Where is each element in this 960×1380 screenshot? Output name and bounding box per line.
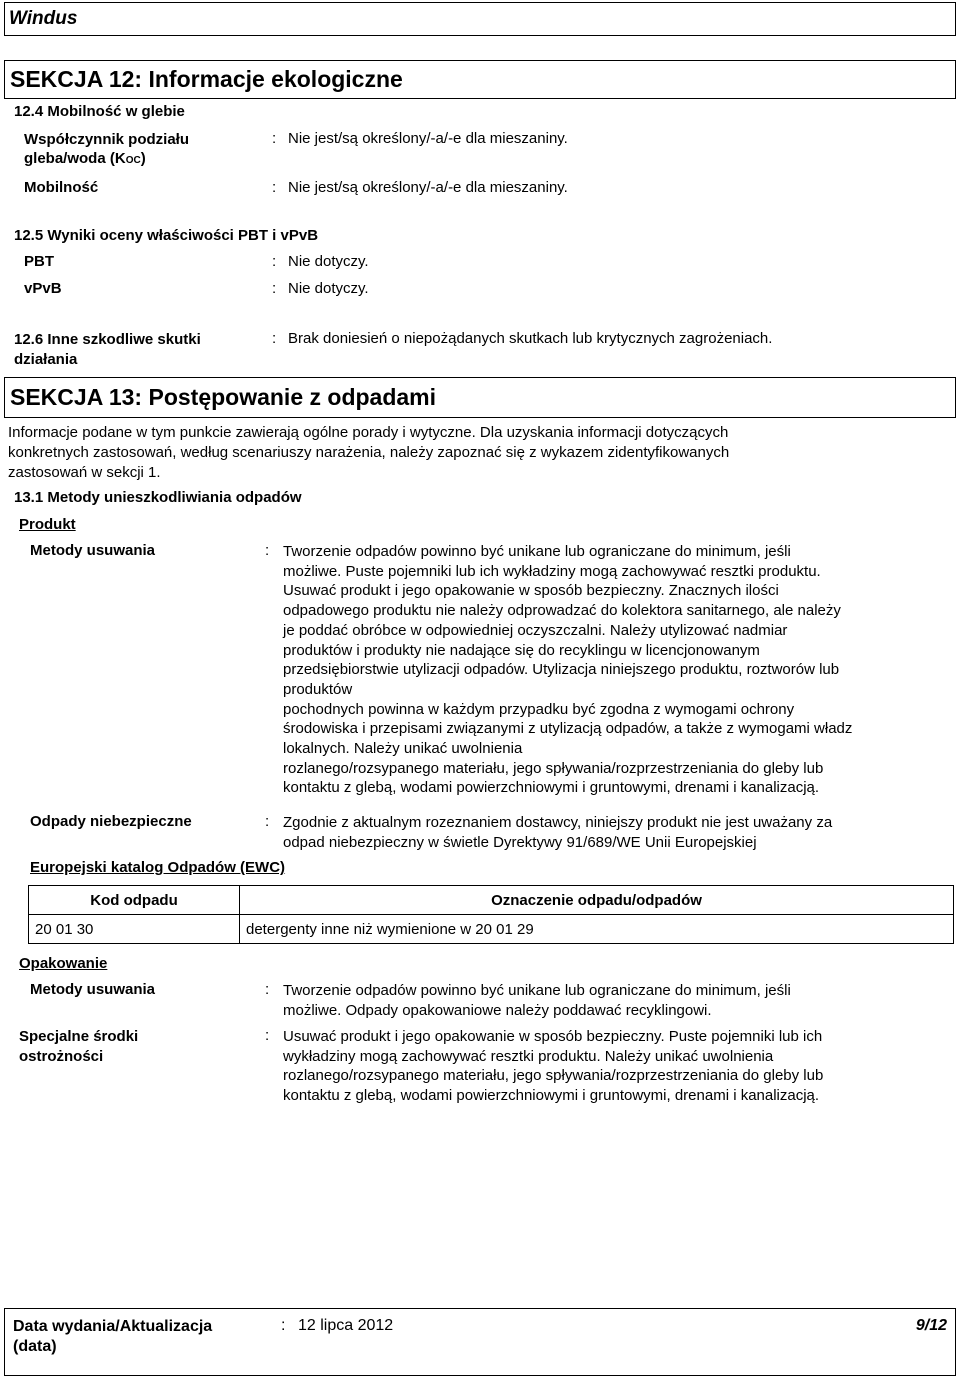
column-header-code: Kod odpadu [29,886,240,915]
cell-designation: detergenty inne niż wymienione w 20 01 29 [240,915,954,944]
disposal-methods-text [283,542,948,800]
mobility-value: Nie jest/są określony/-a/-e dla mieszaniny. [288,179,568,196]
colon: : [272,179,277,196]
intro-line: konkretnych zastosowań, według scenariuszy narażenia, należy zapoznać się z wykazem zidentyfikowanych [8,444,730,461]
colon: : [265,1027,270,1044]
text-line: odpadowego produktu nie należy odprowadzać do kolektora sanitarnego, ale należy [283,602,841,620]
page-number: 9/12 [915,1317,947,1334]
colon: : [272,280,277,297]
product-title: Windus [9,8,78,29]
colon: : [265,981,270,998]
text-line: odpad niebezpieczny w świetle Dyrektywy 91/689/WE Unii Europejskiej [283,833,757,851]
text-line: kontaktu z glebą, wodami powierzchniowymi i gruntowymi, drenami i kanalizacją. [283,1087,820,1105]
text-line: Usuwać produkt i jego opakowanie w sposób bezpieczny. Znacznych ilości [283,582,779,600]
packaging-disposal-text [283,981,948,1021]
disposal-methods-label: Metody usuwania [30,542,156,559]
section-13-header [4,377,956,418]
text-line: Tworzenie odpadów powinno być unikane lub ograniczane do minimum, jeśli [283,543,791,560]
intro-line: zastosowań w sekcji 1. [8,464,161,481]
colon: : [272,253,277,270]
subsection-12-5: 12.5 Wyniki oceny właściwości PBT i vPvB [14,227,319,244]
table-header-row [29,886,954,915]
footer-date-label: Data wydania/Aktualizacja (data) [13,1318,213,1355]
other-effects-value: Brak doniesień o niepożądanych skutkach lub krytycznych zagrożeniach. [288,330,773,347]
colon: : [272,130,277,147]
subsection-13-1: 13.1 Metody unieszkodliwiania odpadów [14,489,302,506]
footer-date-value: 12 lipca 2012 [298,1317,394,1334]
hazardous-waste-label: Odpady niebezpieczne [30,813,192,830]
section-12-header [4,60,956,99]
text-line: kontaktu z glebą, wodami powierzchniowymi i gruntowymi, drenami i kanalizacją. [283,779,820,797]
section-12-title: SEKCJA 12: Informacje ekologiczne [10,66,403,92]
koc-label: Współczynnik podziału gleba/woda (KOC) [24,131,190,167]
subsection-12-6: 12.6 Inne szkodliwe skutki działania [14,331,201,368]
text-line: je poddać obróbce w odpowiedniej oczyszczalni. Należy utylizować nadmiar [283,621,788,639]
cell-code: 20 01 30 [29,915,240,944]
product-heading: Produkt [19,516,76,533]
ewc-table [28,885,954,944]
text-line: możliwe. Puste pojemniki lub ich wykładziny mogą zachowywać resztki produktu. [283,562,821,580]
footer [4,1308,956,1376]
text-line: lokalnych. Należy unikać uwolnienia [283,740,523,757]
pbt-label: PBT [24,253,54,270]
vpvb-label: vPvB [24,280,62,297]
text-line: Zgodnie z aktualnym rozeznaniem dostawcy, niniejszy produkt nie jest uważany za [283,814,833,831]
vpvb-value: Nie dotyczy. [288,280,369,297]
text-line: rozlanego/rozsypanego materiału, jego spływania/rozprzestrzeniania do gleby lub [283,1067,824,1085]
text-line: Usuwać produkt i jego opakowanie w sposób bezpieczny. Puste pojemniki lub ich [283,1028,823,1045]
packaging-disposal-label: Metody usuwania [30,981,156,998]
pbt-value: Nie dotyczy. [288,253,369,270]
text-line: środowiska i przepisami związanymi z utylizacją odpadów, a także z wymogami władz [283,720,853,738]
hazardous-waste-text [283,813,948,853]
colon: : [281,1317,286,1334]
koc-value: Nie jest/są określony/-a/-e dla mieszaniny. [288,130,568,147]
mobility-label: Mobilność [24,179,99,196]
text-line: pochodnych powinna w każdym przypadku być zgodna z wymogami ochrony [283,700,795,718]
intro-line: Informacje podane w tym punkcie zawierają ogólne porady i wytyczne. Dla uzyskania informacji dotyczących [8,424,729,441]
colon: : [265,813,270,830]
table-row [29,915,954,944]
packaging-heading: Opakowanie [19,955,108,972]
text-line: przedsiębiorstwie utylizacji odpadów. Utylizacja niniejszego produktu, roztworów lub [283,661,840,679]
text-line: możliwe. Odpady opakowaniowe należy poddawać recyklingowi. [283,1001,712,1019]
section-13-intro [8,423,948,483]
text-line: produktów i produkty nie nadające się do recyklingu w licencjonowanym [283,641,760,659]
subsection-12-4: 12.4 Mobilność w glebie [14,103,185,120]
ewc-heading: Europejski katalog Odpadów (EWC) [30,859,286,876]
text-line: produktów [283,680,353,698]
column-header-designation: Oznaczenie odpadu/odpadów [240,886,954,915]
header-bar [4,2,956,36]
text-line: Tworzenie odpadów powinno być unikane lub ograniczane do minimum, jeśli [283,982,791,999]
colon: : [265,542,270,559]
special-precautions-text [283,1027,948,1107]
special-precautions-label: Specjalne środki ostrożności [19,1028,139,1065]
text-line: rozlanego/rozsypanego materiału, jego spływania/rozprzestrzeniania do gleby lub [283,759,824,777]
text-line: wykładziny mogą zachowywać resztki produktu. Należy unikać uwolnienia [283,1047,774,1065]
colon: : [272,330,277,347]
section-13-title: SEKCJA 13: Postępowanie z odpadami [10,384,437,410]
